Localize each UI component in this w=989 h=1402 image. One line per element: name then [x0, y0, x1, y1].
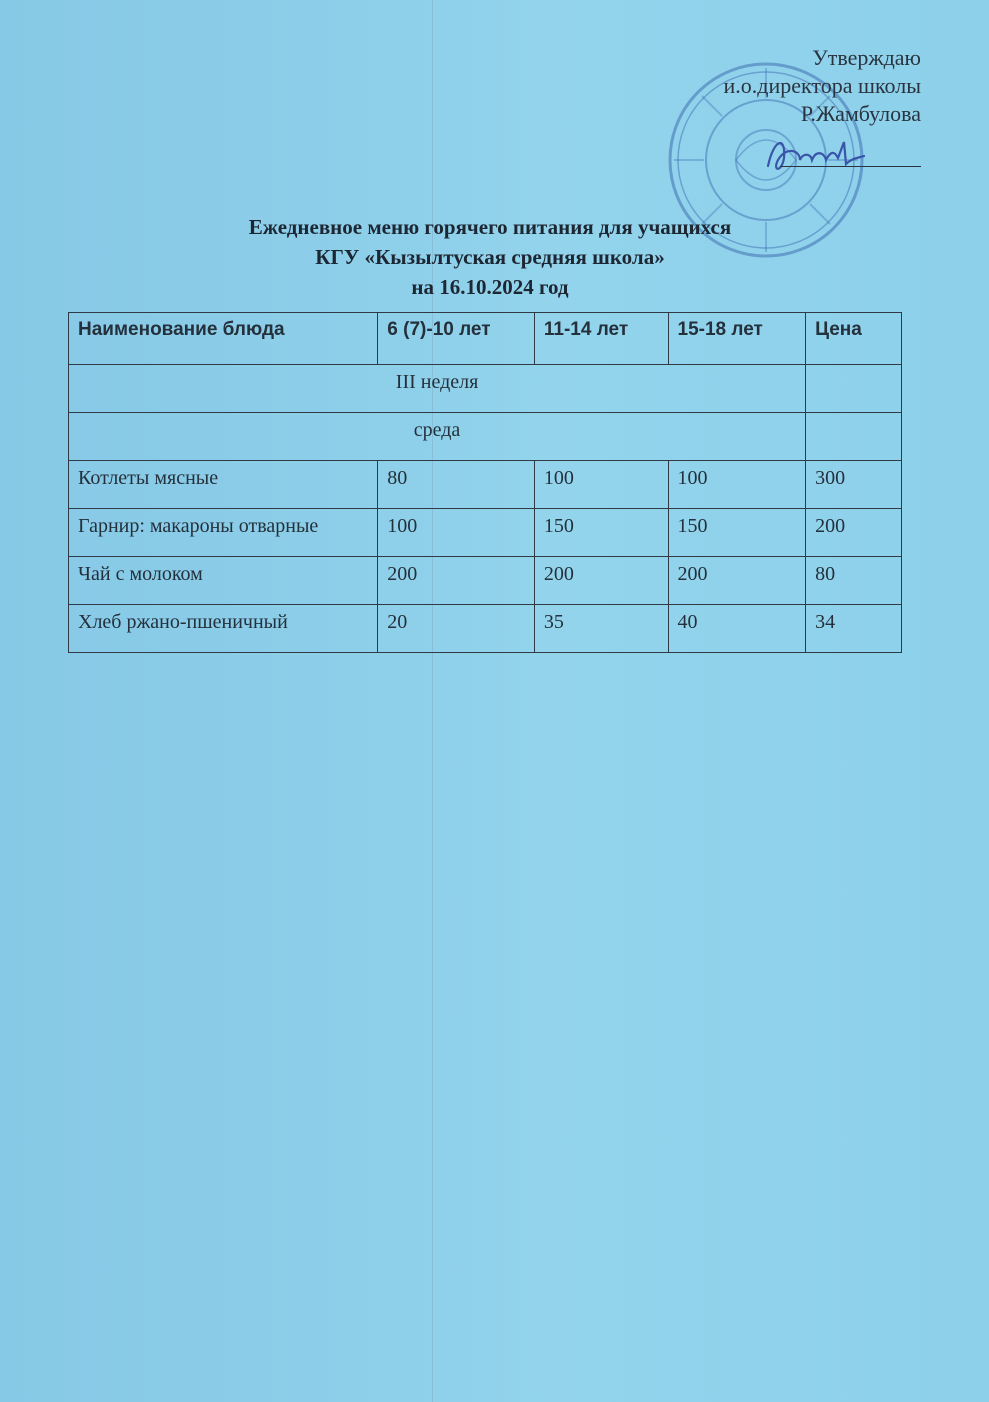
dish-name: Гарнир: макароны отварные [69, 509, 378, 557]
table-row [69, 509, 902, 557]
table-row [69, 461, 902, 509]
header-dish-name: Наименование блюда [69, 313, 378, 365]
portion-15-18: 200 [668, 557, 806, 605]
day-row [69, 413, 902, 461]
approval-line-1: Утверждаю [812, 45, 921, 70]
approval-line-3: Р.Жамбулова [800, 101, 921, 126]
price: 34 [806, 605, 902, 653]
day-label: среда [69, 413, 806, 461]
price: 200 [806, 509, 902, 557]
price: 80 [806, 557, 902, 605]
signature-line [780, 166, 921, 167]
header-age-11-14: 11-14 лет [534, 313, 668, 365]
title-line-3: на 16.10.2024 год [411, 275, 569, 299]
header-age-15-18: 15-18 лет [668, 313, 806, 365]
approval-block [724, 44, 921, 128]
paper-fold-line [432, 0, 433, 1402]
portion-6-10: 200 [378, 557, 535, 605]
portion-6-10: 20 [378, 605, 535, 653]
signature-icon [760, 128, 870, 178]
portion-11-14: 150 [534, 509, 668, 557]
document-title [0, 212, 980, 302]
approval-line-2: и.о.директора школы [723, 73, 921, 98]
week-row [69, 365, 902, 413]
menu-table [68, 312, 902, 653]
portion-15-18: 100 [668, 461, 806, 509]
price: 300 [806, 461, 902, 509]
title-line-1: Ежедневное меню горячего питания для учащихся [248, 215, 732, 239]
empty-cell [806, 365, 902, 413]
dish-name: Котлеты мясные [69, 461, 378, 509]
portion-6-10: 80 [378, 461, 535, 509]
header-price: Цена [806, 313, 902, 365]
empty-cell [806, 413, 902, 461]
table-header-row [69, 313, 902, 365]
table-row [69, 557, 902, 605]
portion-6-10: 100 [378, 509, 535, 557]
dish-name: Хлеб ржано-пшеничный [69, 605, 378, 653]
week-label: III неделя [69, 365, 806, 413]
portion-15-18: 150 [668, 509, 806, 557]
portion-11-14: 200 [534, 557, 668, 605]
table-row [69, 605, 902, 653]
portion-11-14: 100 [534, 461, 668, 509]
title-line-2: КГУ «Кызылтуская средняя школа» [315, 245, 665, 269]
portion-11-14: 35 [534, 605, 668, 653]
portion-15-18: 40 [668, 605, 806, 653]
dish-name: Чай с молоком [69, 557, 378, 605]
header-age-6-10: 6 (7)-10 лет [378, 313, 535, 365]
